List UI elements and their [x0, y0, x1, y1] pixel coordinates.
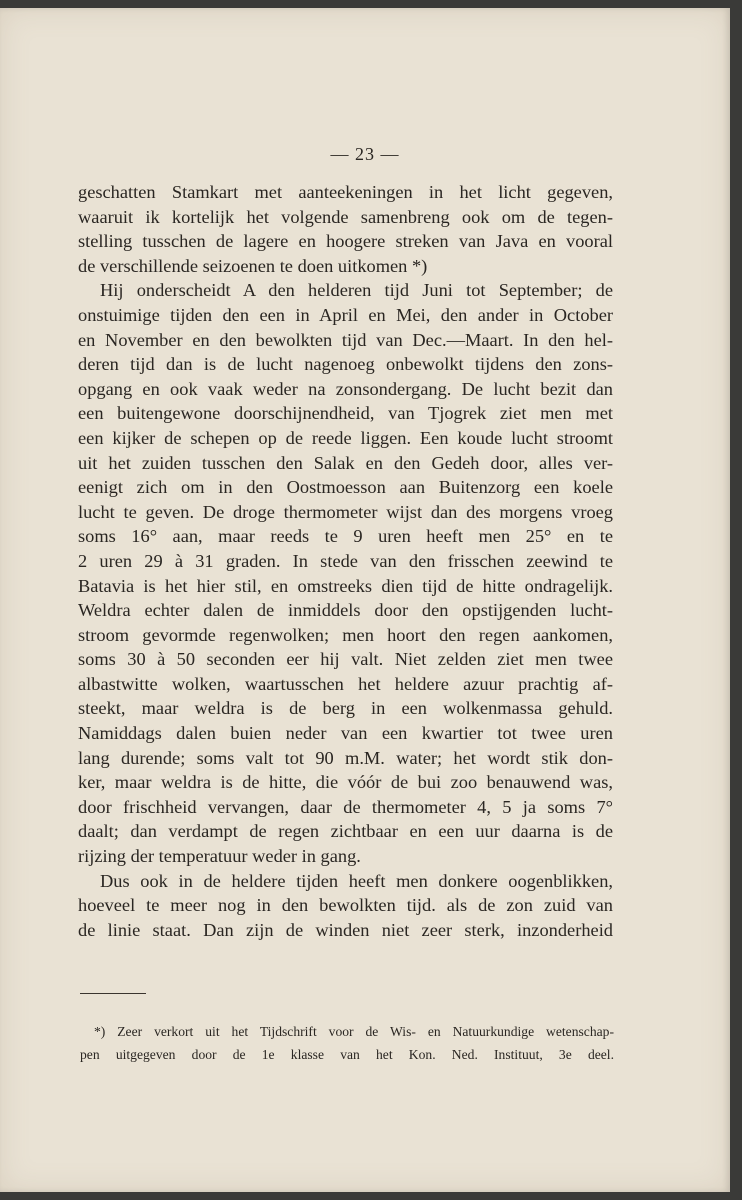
- text-line: steekt, maar weldra is de berg in een wolkenmassa gehuld.: [78, 698, 613, 719]
- text-line: een kijker de schepen op de reede liggen. Een koude lucht stroomt: [78, 427, 613, 448]
- text-line: en November en den bewolkten tijd van Dec.—Maart. In den hel-: [78, 329, 613, 350]
- text-line: rijzing der temperatuur weder in gang.: [78, 846, 361, 867]
- text-line: Batavia is het hier stil, en omstreeks dien tijd de hitte ondragelijk.: [78, 575, 613, 596]
- text-line: uit het zuiden tusschen den Salak en den Gedeh door, alles ver-: [78, 452, 613, 473]
- text-line: lang durende; soms valt tot 90 m.M. water; het wordt stik don-: [78, 747, 613, 768]
- text-line: stroom gevormde regenwolken; men hoort den regen aankomen,: [78, 624, 613, 645]
- page-number: — 23 —: [330, 144, 400, 164]
- text-line: de linie staat. Dan zijn de winden niet zeer sterk, inzonderheid: [78, 919, 613, 940]
- body-text: [78, 180, 613, 942]
- text-line: daalt; dan verdampt de regen zichtbaar en een uur daarna is de: [78, 821, 613, 842]
- text-line: soms 30 à 50 seconden eer hij valt. Niet zelden ziet men twee: [78, 649, 613, 670]
- footnote: [80, 1020, 614, 1066]
- footnote-line: pen uitgegeven door de 1e klasse van het Kon. Ned. Instituut, 3e deel.: [80, 1047, 614, 1062]
- text-line: door frischheid vervangen, daar de thermometer 4, 5 ja soms 7°: [78, 796, 613, 817]
- text-line: Namiddags dalen buien neder van een kwartier tot twee uren: [78, 723, 613, 744]
- footnote-line: *) Zeer verkort uit het Tijdschrift voor de Wis- en Natuurkundige wetenschap-: [94, 1024, 614, 1039]
- text-line: Weldra echter dalen de inmiddels door den opstijgenden lucht-: [78, 600, 613, 621]
- text-line: stelling tusschen de lagere en hoogere streken van Java en vooral: [78, 231, 613, 252]
- text-line: Hij onderscheidt A den helderen tijd Juni tot September; de: [100, 280, 613, 301]
- text-line: opgang en ook vaak weder na zonsondergang. De lucht bezit dan: [78, 378, 613, 399]
- text-line: hoeveel te meer nog in den bewolkten tijd. als de zon zuid van: [78, 895, 613, 916]
- text-line: een buitengewone doorschijnendheid, van Tjogrek ziet men met: [78, 403, 613, 424]
- footnote-divider: [80, 993, 146, 994]
- text-line: waaruit ik kortelijk het volgende samenbreng ook om de tegen-: [78, 206, 613, 227]
- document-page: [0, 8, 730, 1192]
- text-line: soms 16° aan, maar reeds te 9 uren heeft men 25° en te: [78, 526, 613, 547]
- text-line: eenigt zich om in den Oostmoesson aan Buitenzorg een koele: [78, 477, 613, 498]
- text-line: albastwitte wolken, waartusschen het heldere azuur prachtig af-: [78, 673, 613, 694]
- text-line: deren tijd dan is de lucht nagenoeg onbewolkt tijdens den zons-: [78, 354, 613, 375]
- text-line: Dus ook in de heldere tijden heeft men donkere oogenblikken,: [100, 870, 613, 891]
- text-line: lucht te geven. De droge thermometer wijst dan des morgens vroeg: [78, 501, 613, 522]
- text-line: de verschillende seizoenen te doen uitkomen *): [78, 255, 428, 276]
- text-line: onstuimige tijden den een in April en Mei, den ander in October: [78, 304, 613, 325]
- text-line: ker, maar weldra is de hitte, die vóór de bui zoo benauwend was,: [78, 772, 613, 793]
- text-line: 2 uren 29 à 31 graden. In stede van den frisschen zeewind te: [78, 550, 613, 571]
- text-line: geschatten Stamkart met aanteekeningen in het licht gegeven,: [78, 182, 613, 202]
